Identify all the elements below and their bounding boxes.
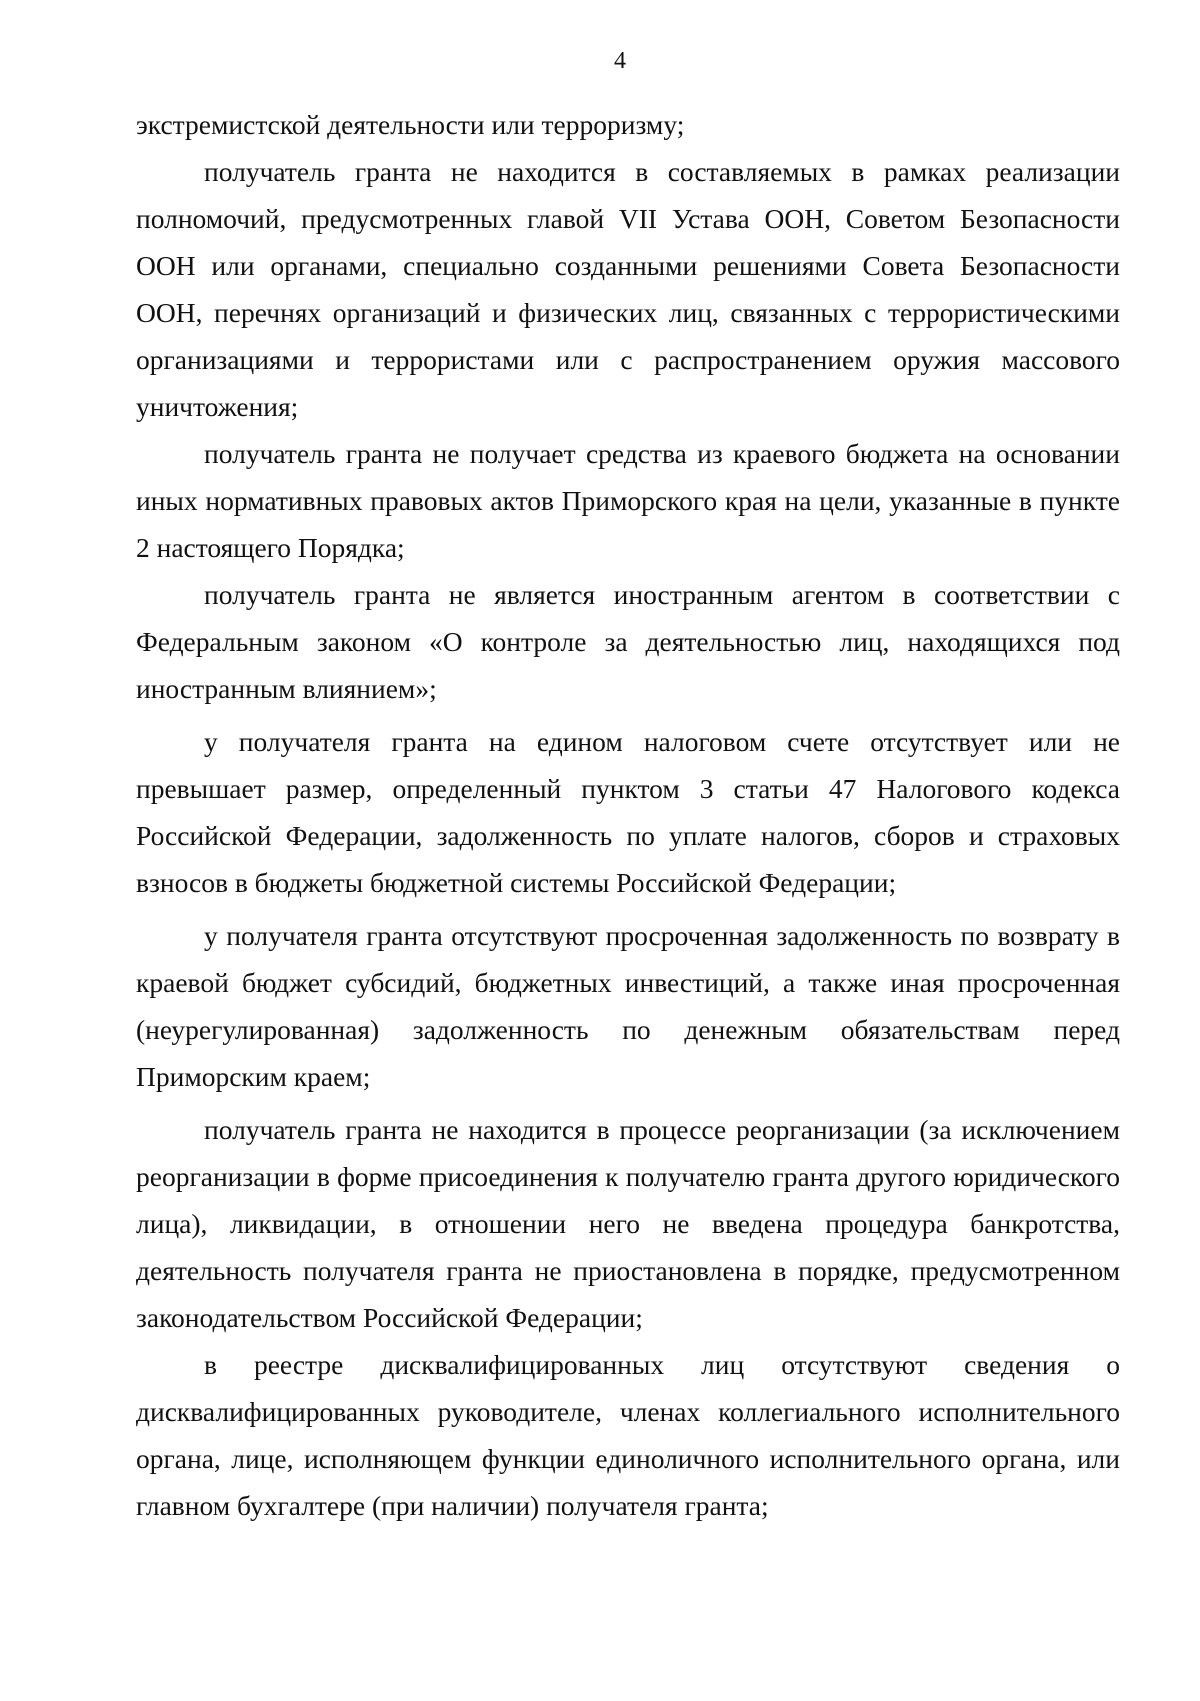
paragraph-disqualified-registry: в реестре дисквалифицированных лиц отсутствуют сведения о дисквалифицированных руководителе, членах коллегиального исполнительного органа, лице, исполняющем функции единоличного исполнительного органа, или главном бухгалтере (при наличии) получателя гранта; [136,1349,1120,1521]
paragraph-tax-debt: у получателя гранта на едином налоговом счете отсутствует или не превышает размер, определенный пунктом 3 статьи 47 Налогового кодекса Российской Федерации, задолженность по уплате налогов, сборов и страховых взносов в бюджеты бюджетной системы Российской Федерации; [136,726,1120,898]
paragraph-reorganization: получатель гранта не находится в процессе реорганизации (за исключением реорганизации в форме присоединения к получателю гранта другого юридического лица), ликвидации, в отношении него не введена процедура банкротства, деятельность получателя гранта не приостановлена в порядке, предусмотренном законодательством Российской Федерации; [136,1114,1120,1333]
document-body [136,101,1120,1529]
paragraph-no-budget-funds: получатель гранта не получает средства из краевого бюджета на основании иных нормативных правовых актов Приморского края на цели, указанные в пункте 2 настоящего Порядка; [136,438,1120,563]
paragraph-not-foreign-agent: получатель гранта не является иностранным агентом в соответствии с Федеральным законом «О контроле за деятельностью лиц, находящихся под иностранным влиянием»; [136,579,1120,704]
paragraph-continuation: экстремистской деятельности или терроризму; [136,109,685,140]
paragraph-overdue-debt: у получателя гранта отсутствуют просроченная задолженность по возврату в краевой бюджет субсидий, бюджетных инвестиций, а также иная просроченная (неурегулированная) задолженность по денежным обязательствам перед Приморским краем; [136,920,1120,1092]
paragraph-sanctions-lists: получатель гранта не находится в составляемых в рамках реализации полномочий, предусмотренных главой VII Устава ООН, Советом Безопасности ООН или органами, специально созданными решениями Совета Безопасности ООН, перечнях организаций и физических лиц, связанных с террористическими организациями и террористами или с распространением оружия массового уничтожения; [136,156,1120,422]
page-number: 4 [614,48,626,74]
